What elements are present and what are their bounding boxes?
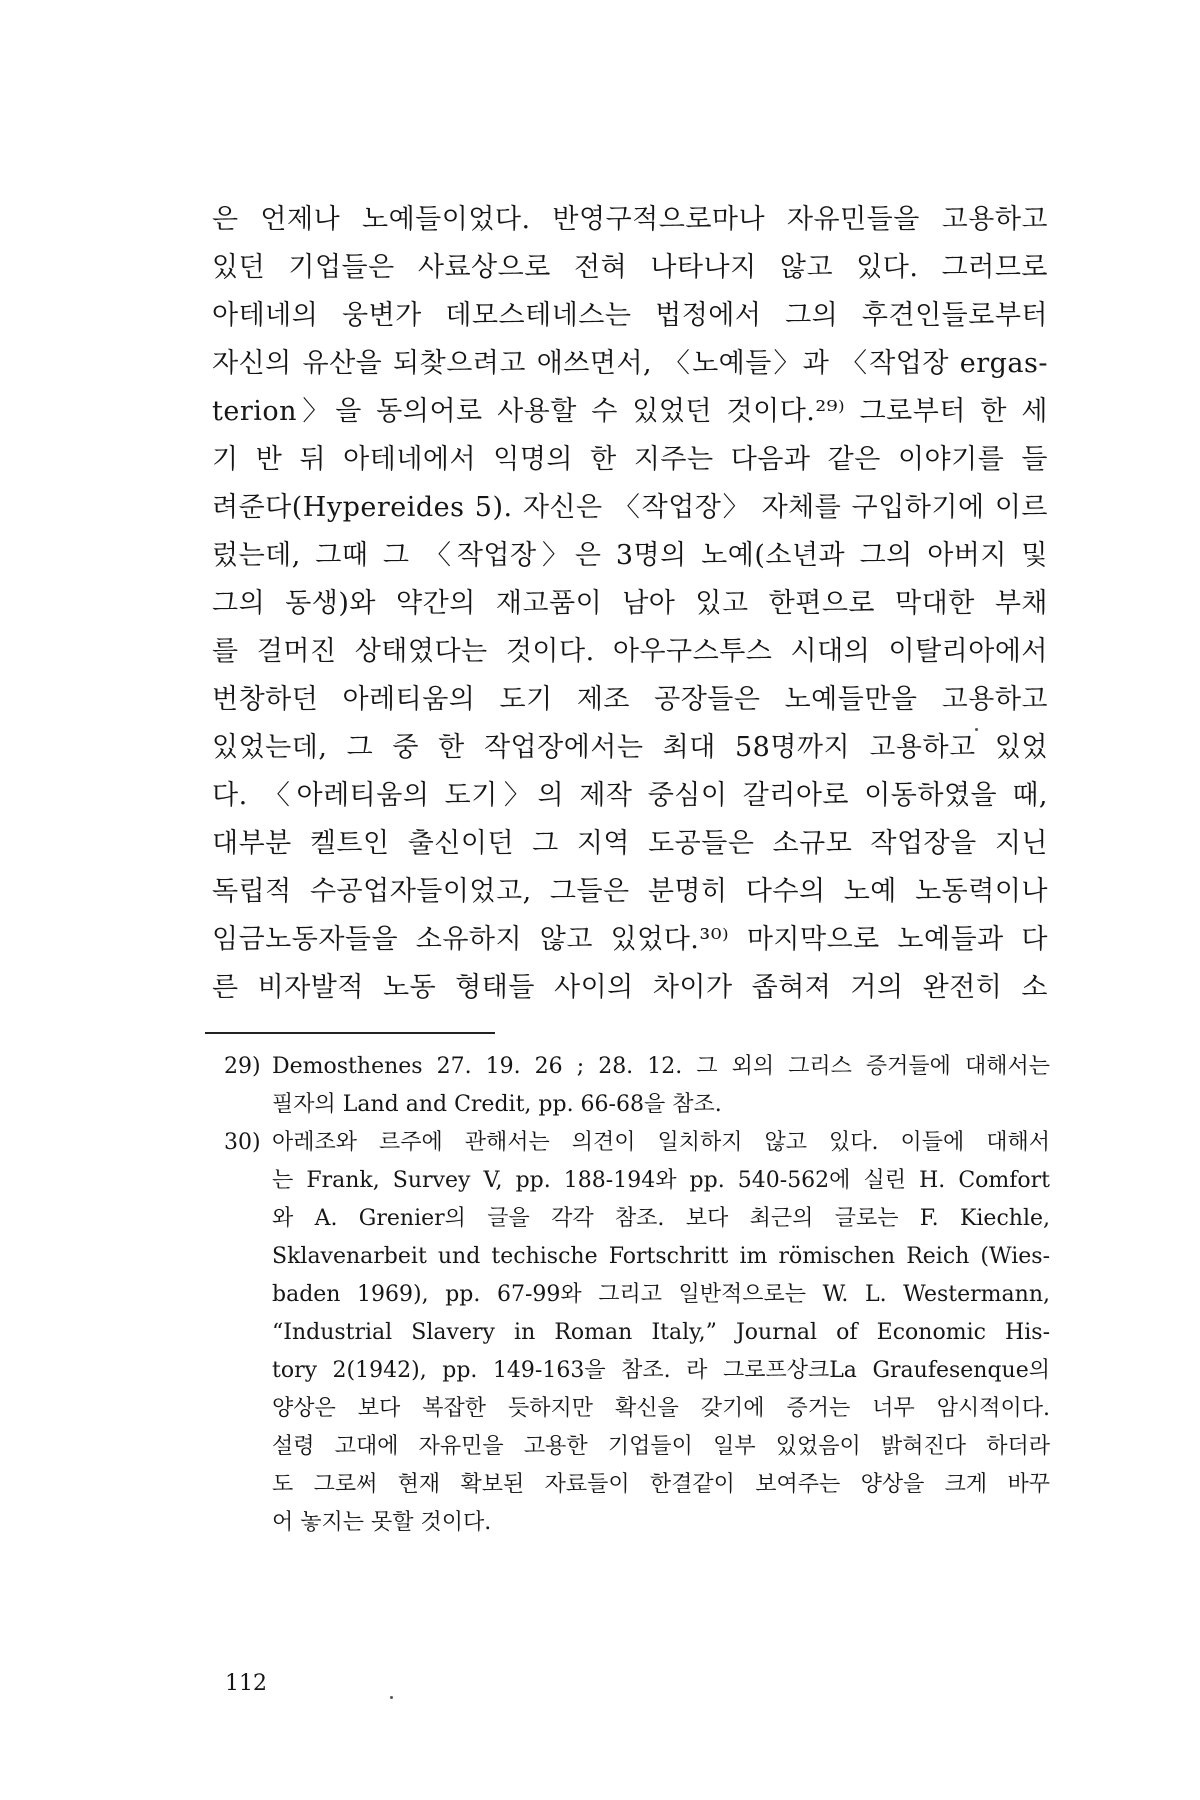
footnote-body	[272, 1124, 1050, 1542]
body-line: 려준다(Hypereides 5). 자신은 〈작업장〉 자체를 구입하기에 이르	[212, 492, 1048, 523]
body-line: 그의 동생)와 약간의 재고품이 남아 있고 한편으로 막대한 부채	[212, 588, 1048, 619]
footnote-line: 어 놓지는 못할 것이다.	[272, 1510, 492, 1535]
footnote-line: Sklavenarbeit und techische Fortschritt im römischen Reich (Wies-	[272, 1244, 1050, 1269]
footnotes	[224, 1048, 1050, 1542]
body-line: 다. 〈아레티움의 도기〉의 제작 중심이 갈리아로 이동하였을 때,	[212, 780, 1048, 811]
footnote-line: 와 A. Grenier의 글을 각각 참조. 보다 최근의 글로는 F. Kiechle,	[272, 1206, 1050, 1231]
body-line: 있던 기업들은 사료상으로 전혀 나타나지 않고 있다. 그러므로	[212, 252, 1048, 283]
footnote-line: baden 1969), pp. 67-99와 그리고 일반적으로는 W. L. Westermann,	[272, 1282, 1050, 1307]
body-line: 임금노동자들을 소유하지 않고 있었다.³⁰⁾ 마지막으로 노예들과 다	[212, 924, 1048, 955]
footnote-body	[272, 1048, 1050, 1124]
body-line: 른 비자발적 노동 형태들 사이의 차이가 좁혀져 거의 완전히 소	[212, 972, 1048, 1003]
footnote-number: 30)	[224, 1130, 261, 1155]
page-number: 112	[225, 1671, 267, 1696]
footnote-divider	[205, 1032, 495, 1034]
footnote-line: 필자의 Land and Credit, pp. 66-68을 참조.	[272, 1092, 722, 1117]
body-line: 렀는데, 그때 그 〈작업장〉은 3명의 노예(소년과 그의 아버지 및	[212, 540, 1048, 571]
body-line: 번창하던 아레티움의 도기 제조 공장들은 노예들만을 고용하고	[212, 684, 1048, 715]
body-line: 를 걸머진 상태였다는 것이다. 아우구스투스 시대의 이탈리아에서	[212, 636, 1048, 667]
footnote-29	[224, 1048, 1050, 1124]
footnote-line: 는 Frank, Survey V, pp. 188-194와 pp. 540-562에 실린 H. Comfort	[272, 1168, 1050, 1193]
body-line: 은 언제나 노예들이었다. 반영구적으로마나 자유민들을 고용하고	[212, 204, 1048, 235]
footnote-number: 29)	[224, 1054, 261, 1079]
footnote-30	[224, 1124, 1050, 1542]
scan-speck	[975, 728, 978, 731]
body-line: 자신의 유산을 되찾으려고 애쓰면서, 〈노예들〉과 〈작업장 ergas-	[212, 348, 1048, 379]
body-line: 대부분 켈트인 출신이던 그 지역 도공들은 소규모 작업장을 지닌	[212, 828, 1048, 859]
body-line: 아테네의 웅변가 데모스테네스는 법정에서 그의 후견인들로부터	[212, 300, 1048, 331]
body-text	[212, 196, 1048, 1012]
body-line: 독립적 수공업자들이었고, 그들은 분명히 다수의 노예 노동력이나	[212, 876, 1048, 907]
footnote-line: tory 2(1942), pp. 149-163을 참조. 라 그로프상크La Graufesenque의	[272, 1358, 1050, 1383]
footnote-line: 양상은 보다 복잡한 듯하지만 확신을 갖기에 증거는 너무 암시적이다.	[272, 1396, 1050, 1421]
footnote-line: “Industrial Slavery in Roman Italy,” Journal of Economic His-	[272, 1320, 1050, 1345]
footnote-line: 아레조와 르주에 관해서는 의견이 일치하지 않고 있다. 이들에 대해서	[272, 1130, 1050, 1155]
footnote-line: 설령 고대에 자유민을 고용한 기업들이 일부 있었음이 밝혀진다 하더라	[272, 1434, 1050, 1459]
body-line: 기 반 뒤 아테네에서 익명의 한 지주는 다음과 같은 이야기를 들	[212, 444, 1048, 475]
scan-speck	[390, 1696, 393, 1699]
footnote-line: 도 그로써 현재 확보된 자료들이 한결같이 보여주는 양상을 크게 바꾸	[272, 1472, 1050, 1497]
body-line: terion〉을 동의어로 사용할 수 있었던 것이다.²⁹⁾ 그로부터 한 세	[212, 396, 1048, 427]
body-line: 있었는데, 그 중 한 작업장에서는 최대 58명까지 고용하고 있었	[212, 732, 1048, 763]
footnote-line: Demosthenes 27. 19. 26 ; 28. 12. 그 외의 그리스 증거들에 대해서는	[272, 1054, 1050, 1079]
